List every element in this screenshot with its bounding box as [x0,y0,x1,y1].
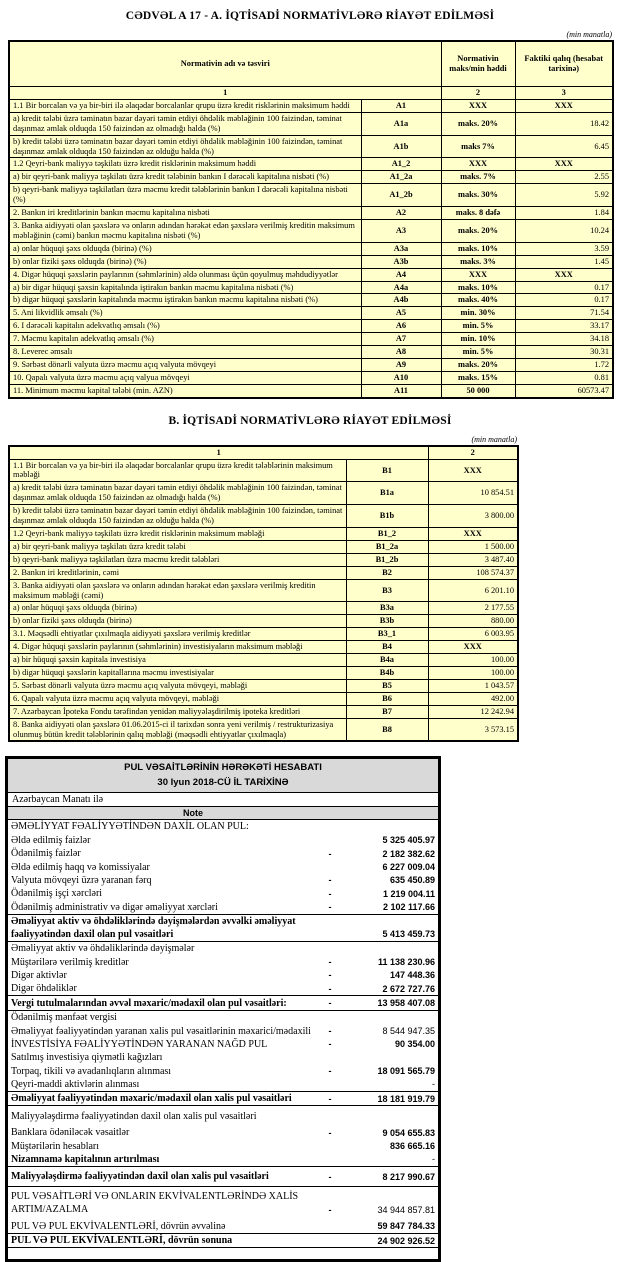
norm-actual-cell: 6.45 [515,135,613,158]
norm-value-cell: 1 500.00 [428,540,518,553]
norm-limit-cell: min. 5% [441,346,515,359]
norm-code-cell: A1b [361,135,441,158]
norm-limit-cell: XXX [441,99,515,112]
norm-name-cell: 10. Qapalı valyuta üzrə məcmu açıq valyua mövqeyi [9,371,361,384]
norm-limit-cell: maks. 7% [441,171,515,184]
cashflow-value: 2 102 117.66 [382,902,435,913]
norm-limit-cell: maks. 8 dəfə [441,207,515,220]
cashflow-value: 90 354.00 [394,1039,435,1050]
currency-note: Azərbaycan Manatı ilə [8,793,438,807]
norm-code-cell: A4 [361,268,441,281]
norm-name-cell: 9. Sərbəst dönərli valyuta üzrə məcmu açıq valyuta mövqeyi [9,358,361,371]
cash-flow-date: 30 Iyun 2018-CÜ İL TARİXİNƏ [157,776,289,788]
table-row [9,705,518,718]
norm-actual-cell: 71.54 [515,307,613,320]
norm-code-cell: A1 [361,99,441,112]
norm-name-cell: a) bir digər hüquqi şəxsin kapitalında iştirakın bankın məcmu kapitalına nisbəti (%) [9,281,361,294]
norm-value-cell: 3 573.15 [428,718,518,741]
norm-code-cell: A8 [361,346,441,359]
table-row [9,602,518,615]
cash-flow-row [8,874,438,887]
cash-flow-row [8,820,438,833]
cash-flow-row [8,833,438,846]
norm-actual-cell: 1.45 [515,255,613,268]
norm-value-cell: 108 574.37 [428,566,518,579]
units-note-a: (min manatla) [566,30,612,39]
table-row [9,268,613,281]
norm-code-cell: A11 [361,384,441,397]
cash-flow-row [8,887,438,900]
cashflow-label: PUL VƏ PUL EKVİVALENTLƏRİ, dövrün sonuna [11,1235,233,1247]
cashflow-minus: - [328,956,332,967]
norm-code-cell: A2 [361,207,441,220]
cashflow-value: 147 448.36 [389,970,435,981]
norm-name-cell: 7. Azərbaycan İpoteka Fondu tərəfindən yenidən maliyyələşdirilmiş ipoteka kreditləri [9,705,346,718]
norm-name-cell: a) bir hüquqi şəxsin kapitala investisiya [9,654,346,667]
table-row [9,628,518,641]
cashflow-value: 13 958 407.08 [377,998,435,1009]
norm-limit-cell: maks. 10% [441,281,515,294]
cash-flow-row [8,860,438,873]
cashflow-label: Maliyyələşdirmə fəaliyyətindən daxil olan xalis pul vəsaitləri [11,1171,269,1183]
norm-name-cell: a) bir qeyri-bank maliyyə təşkilatı üzrə kredit tələbi [9,540,346,553]
cashflow-label: Torpaq, tikili və avadanlıqların alınması [11,1065,172,1077]
table-row [9,358,613,371]
norm-name-cell: 7. Məcmu kapitalın adekvatlıq əmsalı (%) [9,333,361,346]
table-row [9,615,518,628]
note-column-header: Note [8,807,438,820]
cashflow-minus: - [328,888,332,899]
norm-name-cell: 6. Qapalı valyuta üzrə məcmu açıq valyuta mövqeyi, məbləği [9,692,346,705]
norm-name-cell: 1.1 Bir borcalan və ya bir-biri ilə əlaqədar borcalanlar qrupu üzrə kredit tələblərinin maksimum məbləği [9,459,346,482]
norm-code-cell: A6 [361,320,441,333]
table-row [9,99,613,112]
norm-code-cell: A1_2 [361,158,441,171]
cashflow-minus: - [328,1039,332,1050]
norm-code-cell: B1_2 [346,528,428,541]
cashflow-value: 18 091 565.79 [377,1066,435,1076]
index-col-1: 1 [9,446,428,459]
cashflow-value: 5 325 405.97 [382,835,435,846]
cash-flow-row [8,955,438,968]
norm-name-cell: b) digər hüquqi şəxslərin kapitalında məcmu iştirakın bankın məcmu kapitalına nisbəti (%) [9,294,361,307]
table-row [9,207,613,220]
norm-name-cell: 3. Banka aidiyyəti olan şəxslərə və onların adından hərəkət edən şəxslərə verilmiş kreditin maksimum məbləği (cəmi) [9,579,346,602]
norm-value-cell: 3 800.00 [428,505,518,528]
table-row [9,112,613,135]
cashflow-label: İNVESTİSİYA FƏALİYYƏTİNDƏN YARANAN NAĞD PUL [11,1038,268,1050]
norm-code-cell: B4b [346,666,428,679]
table-row [9,346,613,359]
cash-flow-row [8,1187,438,1219]
cash-flow-row [8,1167,438,1187]
norm-value-cell: XXX [428,641,518,654]
index-col-2: 2 [441,87,515,100]
cashflow-minus: - [328,970,332,981]
cashflow-value: 2 672 727.76 [382,983,435,994]
norm-value-cell: XXX [428,528,518,541]
norm-name-cell: b) kredit tələbi üzrə təminatın bazar dəyəri təmin etdiyi öhdəlik məbləğinin 100 faizindən, təminat daşınmaz əmlak olduqda 150 faizindən az olduğu halda (%) [9,135,361,158]
table-b-normatives [8,445,519,743]
norm-code-cell: A1_2a [361,171,441,184]
norm-value-cell: 492.00 [428,692,518,705]
cashflow-value: 1 219 004.11 [382,888,435,899]
cashflow-value: 6 227 009.04 [382,861,435,872]
cashflow-label: Vergi tutulmalarından əvvəl məxaric/mədaxil olan pul vəsaitləri: [11,997,287,1009]
norm-limit-cell: maks. 20% [441,358,515,371]
norm-name-cell: 3. Banka aidiyyəti olan şəxslərə və onların adından hərəkət edən şəxslərə verilmiş kreditin maksimum məbləğinin (cəmi) bankın məcmu kapitalına nisbəti (%) [9,219,361,242]
norm-actual-cell: 60573.47 [515,384,613,397]
norm-name-cell: 3.1. Məqsədli ehtiyatlar çıxılmaqla aidiyyəti şəxslərə verilmiş kreditlər [9,628,346,641]
norm-code-cell: B3_1 [346,628,428,641]
index-col-3: 3 [515,87,613,100]
norm-actual-cell: 1.72 [515,358,613,371]
cash-flow-statement [5,756,441,1262]
norm-name-cell: 1.1 Bir borcalan və ya bir-biri ilə əlaqədar borcalanlar qrupu üzrə kredit risklərinin maksimum həddi [9,99,361,112]
table-b-title: B. İQTİSADİ NORMATİVLƏRƏ RİAYƏT EDİLMƏSİ [168,414,452,427]
cashflow-value: 635 450.89 [389,875,435,886]
norm-code-cell: B4 [346,641,428,654]
norm-code-cell: B2 [346,566,428,579]
norm-name-cell: 2. Bankın iri kreditlərinin bankın məcmu kapitalına nisbəti [9,207,361,220]
table-b-index-row [9,446,518,459]
norm-code-cell: B6 [346,692,428,705]
norm-actual-cell: 0.81 [515,371,613,384]
norm-actual-cell: 34.18 [515,333,613,346]
header-limit: Normativin maks/min həddi [441,41,515,87]
cash-flow-row [8,1219,438,1232]
table-a-index-row [9,87,613,100]
norm-name-cell: b) digər hüquqi şəxslərin kapitallarına məcmu investisiyalar [9,666,346,679]
norm-name-cell: 1.2 Qeyri-bank maliyyə təşkilatı üzrə kredit risklərinin maksimum həddi [9,158,361,171]
table-a-title: CƏDVƏL A 17 - A. İQTİSADİ NORMATİVLƏRƏ RİAYƏT EDİLMƏSİ [125,10,495,22]
table-row [9,679,518,692]
cashflow-minus: - [328,1066,332,1076]
cashflow-label: Müştərilərə verilmiş kreditlər [11,956,129,968]
cashflow-value: 9 054 655.83 [382,1127,435,1138]
cashflow-minus: - [328,1093,332,1104]
cash-flow-row [8,942,438,955]
norm-name-cell: 8. Leverec əmsalı [9,346,361,359]
table-row [9,553,518,566]
cashflow-value: 8 544 947.35 [382,1025,435,1036]
norm-limit-cell: maks. 15% [441,371,515,384]
norm-value-cell: 3 487.40 [428,553,518,566]
cashflow-label: Digər öhdəliklər [11,983,77,995]
cash-flow-row [8,1153,438,1167]
table-row [9,540,518,553]
cash-flow-row [8,1091,438,1106]
cash-flow-row [8,1233,438,1248]
cashflow-label: Valyuta mövqeyi üzrə yaranan fərq [11,875,152,886]
cash-flow-row [8,1064,438,1077]
norm-value-cell: 6 201.10 [428,579,518,602]
table-row [9,579,518,602]
norm-code-cell: A1_2b [361,184,441,207]
norm-limit-cell: maks. 20% [441,219,515,242]
table-row [9,171,613,184]
norm-value-cell: 1 043.57 [428,679,518,692]
units-note-b: (min manatla) [471,434,517,444]
table-row [9,281,613,294]
cash-flow-row [8,1038,438,1051]
table-row [9,184,613,207]
cashflow-label: Maliyyələşdirmə fəaliyyətindən daxil olan xalis pul vəsaitləri [11,1110,257,1122]
table-row [9,371,613,384]
table-a-normatives [8,40,614,399]
table-row [9,219,613,242]
norm-code-cell: A4a [361,281,441,294]
cashflow-minus: - [328,1171,332,1182]
table-row [9,135,613,158]
cashflow-value: 59 847 784.33 [377,1221,435,1232]
cashflow-minus: - [328,848,332,859]
cashflow-label: Ödənilmiş işçi xərcləri [11,888,103,900]
norm-value-cell: XXX [428,459,518,482]
norm-name-cell: b) onlar fiziki şəxs olduqda (birinə) [9,615,346,628]
cash-flow-row [8,1106,438,1125]
table-row [9,482,518,505]
bottom-spacer [8,1248,438,1259]
cash-flow-title: PUL VƏSAİTLƏRİNİN HƏRƏKƏTİ HESABATI [124,762,322,774]
cashflow-value: - [432,1079,435,1090]
norm-code-cell: B1_2a [346,540,428,553]
norm-actual-cell: 18.42 [515,112,613,135]
norm-limit-cell: min. 30% [441,307,515,320]
cashflow-value: - [432,1154,435,1165]
table-row [9,242,613,255]
norm-code-cell: B1 [346,459,428,482]
norm-value-cell: 2 177.55 [428,602,518,615]
cashflow-label: ƏMƏLİYYAT FƏALİYYƏTİNDƏN DAXİL OLAN PUL: [11,821,249,833]
norm-code-cell: A10 [361,371,441,384]
cashflow-label: PUL VƏSAİTLƏRİ VƏ ONLARIN EKVİVALENTLƏRİNDƏ XALİS ARTIM/AZALMA [11,1191,299,1216]
cashflow-minus: - [328,983,332,994]
norm-value-cell: 10 854.51 [428,482,518,505]
cash-flow-row [8,1126,438,1139]
table-row [9,459,518,482]
norm-name-cell: 4. Digər hüquqi şəxslərin paylarının (səhmlərinin) əldə olunması üçün qoyulmuş məhdudiyyətlər [9,268,361,281]
norm-value-cell: 12 242.94 [428,705,518,718]
table-row [9,718,518,741]
norm-limit-cell: maks. 10% [441,242,515,255]
cash-flow-row [8,900,438,913]
header-normative-name: Normativin adı və təsviri [9,41,441,87]
cash-flow-row [8,1139,438,1152]
table-row [9,384,613,397]
cash-flow-row [8,914,438,942]
cashflow-minus: - [328,1127,332,1138]
norm-name-cell: b) onlar fiziki şəxs olduqda (birinə) (%) [9,255,361,268]
cashflow-value: 8 217 990.67 [382,1171,435,1182]
cashflow-value: 34 944 857.81 [377,1204,435,1215]
norm-actual-cell: 30.31 [515,346,613,359]
cashflow-label: PUL VƏ PUL EKVİVALENTLƏRİ, dövrün əvvəlinə [11,1220,226,1232]
cashflow-value: 11 138 230.96 [377,956,435,967]
header-actual: Faktiki qalıq (hesabat tarixinə) [515,41,613,87]
norm-name-cell: a) kredit tələbi üzrə təminatın bazar dəyəri təmin etdiyi öhdəlik məbləğinin 100 faizindən, təminat daşınmaz əmlak olduqda 150 faizindən az olmadığı halda (%) [9,482,346,505]
table-row [9,528,518,541]
cashflow-label: Ödənilmiş faizlər [11,848,81,860]
cash-flow-row [8,1078,438,1091]
cashflow-minus: - [328,1025,332,1036]
norm-name-cell: 11. Minimum məcmu kapital tələbi (min. AZN) [9,384,361,397]
norm-value-cell: 6 003.95 [428,628,518,641]
norm-code-cell: A3b [361,255,441,268]
norm-limit-cell: min. 10% [441,333,515,346]
norm-name-cell: b) kredit tələbi üzrə təminatın bazar dəyəri təmin etdiyi öhdəlik məbləğinin 100 faizindən, təminat daşınmaz əmlak olduqda 150 faizindən az olduğu halda (%) [9,505,346,528]
norm-code-cell: A3 [361,219,441,242]
cashflow-label: Banklara ödəniləcək vəsaitlər [11,1127,130,1139]
norm-code-cell: A5 [361,307,441,320]
norm-name-cell: 8. Banka aidiyyəti olan şəxslərə 01.06.2015-ci il tarixdən sonra yeni verilmiş / restrukturizasiya olunmuş bütün kredit tələblərinin qalıq məbləği (məqsədli ehtiyyatlar çıxılmaqla) [9,718,346,741]
norm-name-cell: b) qeyri-bank maliyyə təşkilatları üzrə məcmu kredit tələbləri [9,553,346,566]
norm-limit-cell: maks 7% [441,135,515,158]
norm-value-cell: 100.00 [428,654,518,667]
norm-actual-cell: 10.24 [515,219,613,242]
index-col-1: 1 [9,87,441,100]
norm-actual-cell: 5.92 [515,184,613,207]
norm-actual-cell: 0.17 [515,281,613,294]
cashflow-label: Nizamnamə kapitalının artırılması [11,1154,160,1166]
norm-code-cell: B8 [346,718,428,741]
norm-actual-cell: 0.17 [515,294,613,307]
cash-flow-row [8,847,438,860]
cashflow-value: 5 413 459.73 [382,929,435,940]
norm-limit-cell: XXX [441,268,515,281]
cashflow-value: 836 665.16 [389,1140,435,1151]
norm-code-cell: A7 [361,333,441,346]
table-row [9,158,613,171]
norm-limit-cell: maks. 3% [441,255,515,268]
norm-value-cell: 100.00 [428,666,518,679]
cash-flow-row [8,1011,438,1024]
norm-code-cell: B1b [346,505,428,528]
norm-actual-cell: 2.55 [515,171,613,184]
norm-actual-cell: 3.59 [515,242,613,255]
table-a-header-row [9,41,613,87]
norm-actual-cell: 1.84 [515,207,613,220]
cashflow-label: Satılmış investisiya qiymətli kağızları [11,1052,163,1064]
cashflow-minus: - [328,902,332,913]
table-row [9,294,613,307]
cashflow-label: Əməliyyat aktiv və öhdəliklərində dəyişmələr [11,943,195,955]
cashflow-value: 24 902 926.52 [377,1235,435,1246]
table-row [9,255,613,268]
norm-name-cell: b) qeyri-bank maliyyə təşkilatları üzrə məcmu kredit tələblərinin bankın I dərəcəli kapitalına nisbəti (%) [9,184,361,207]
cashflow-value: 2 182 382.62 [382,848,435,859]
norm-limit-cell: maks. 30% [441,184,515,207]
cashflow-label: Əməliyyat aktiv və öhdəliklərində dəyişmələrdən əvvəlki əməliyyat fəaliyyətindən daxil olan pul vəsaitləri [11,915,296,940]
norm-code-cell: B3a [346,602,428,615]
table-row [9,692,518,705]
cashflow-minus: - [328,1204,332,1215]
norm-actual-cell: XXX [515,158,613,171]
norm-code-cell: A3a [361,242,441,255]
cashflow-minus: - [328,998,332,1009]
cash-flow-row [8,1051,438,1064]
norm-value-cell: 880.00 [428,615,518,628]
norm-name-cell: 1.2 Qeyri-bank maliyyə təşkilatı üzrə kredit risklərinin maksimum məbləği [9,528,346,541]
cash-flow-header [8,759,438,793]
table-row [9,666,518,679]
cashflow-label: Əldə edilmiş haqq və komissiyalar [11,861,150,873]
cash-flow-row [8,969,438,982]
norm-name-cell: 5. Ani likvidlik əmsalı (%) [9,307,361,320]
norm-name-cell: 5. Sərbəst dönərli valyuta üzrə məcmu açıq valyuta mövqeyi, məbləği [9,679,346,692]
norm-code-cell: B1a [346,482,428,505]
table-row [9,307,613,320]
norm-name-cell: 4. Digər hüquqi şəxslərin paylarının (səhmlərinin) investisiyaların maksimum məbləği [9,641,346,654]
norm-limit-cell: XXX [441,158,515,171]
norm-limit-cell: 50 000 [441,384,515,397]
cash-flow-row [8,995,438,1010]
table-row [9,505,518,528]
norm-name-cell: 2. Bankın iri kreditlərinin, cəmi [9,566,346,579]
norm-name-cell: a) onlar hüquqi şəxs olduqda (birinə) (%) [9,242,361,255]
norm-code-cell: A9 [361,358,441,371]
cashflow-label: Əməliyyat fəaliyyətindən məxaric/mədaxil olan xalis pul vəsaitləri [11,1093,292,1105]
cashflow-label: Ödənilmiş administrativ və digər əməliyyat xərcləri [11,901,218,913]
norm-actual-cell: XXX [515,268,613,281]
norm-code-cell: B4a [346,654,428,667]
norm-code-cell: B7 [346,705,428,718]
cashflow-label: Qeyri-maddi aktivlərin alınması [11,1079,140,1091]
norm-code-cell: B3 [346,579,428,602]
norm-limit-cell: min. 5% [441,320,515,333]
norm-name-cell: a) kredit tələbi üzrə təminatın bazar dəyəri təmin etdiyi öhdəlik məbləğinin 100 faizindən, təminat daşınmaz əmlak olduqda 150 faizindən az olmadığı halda (%) [9,112,361,135]
index-col-2: 2 [428,446,518,459]
norm-code-cell: B3b [346,615,428,628]
cashflow-label: Əməliyyat fəaliyyətindən yaranan xalis pul vəsaitlərinin məxarici/mədaxili [11,1025,311,1037]
cashflow-label: Müştərilərin hesabları [11,1140,100,1152]
norm-limit-cell: maks. 20% [441,112,515,135]
cash-flow-row [8,982,438,995]
norm-actual-cell: XXX [515,99,613,112]
norm-limit-cell: maks. 40% [441,294,515,307]
table-row [9,333,613,346]
norm-name-cell: 6. I dərəcəli kapitalın adekvatlıq əmsalı (%) [9,320,361,333]
table-row [9,566,518,579]
norm-code-cell: A1a [361,112,441,135]
norm-name-cell: a) bir qeyri-bank maliyyə təşkilatı üzrə kredit tələbinin bankın I dərəcəli kapitalına nisbəti (%) [9,171,361,184]
cashflow-label: Ödənilmiş mənfəət vergisi [11,1012,117,1024]
table-row [9,320,613,333]
cashflow-minus: - [328,875,332,886]
norm-code-cell: B1_2b [346,553,428,566]
norm-code-cell: B5 [346,679,428,692]
cashflow-label: Əldə edilmiş faizlər [11,834,91,846]
table-row [9,654,518,667]
cash-flow-row [8,1024,438,1037]
norm-actual-cell: 33.17 [515,320,613,333]
table-row [9,641,518,654]
norm-code-cell: A4b [361,294,441,307]
cashflow-value: 18 181 919.79 [377,1093,435,1104]
cash-flow-rows [8,820,438,1248]
norm-name-cell: a) onlar hüquqi şəxs olduqda (birinə) [9,602,346,615]
cashflow-label: Digər aktivlər [11,969,67,981]
